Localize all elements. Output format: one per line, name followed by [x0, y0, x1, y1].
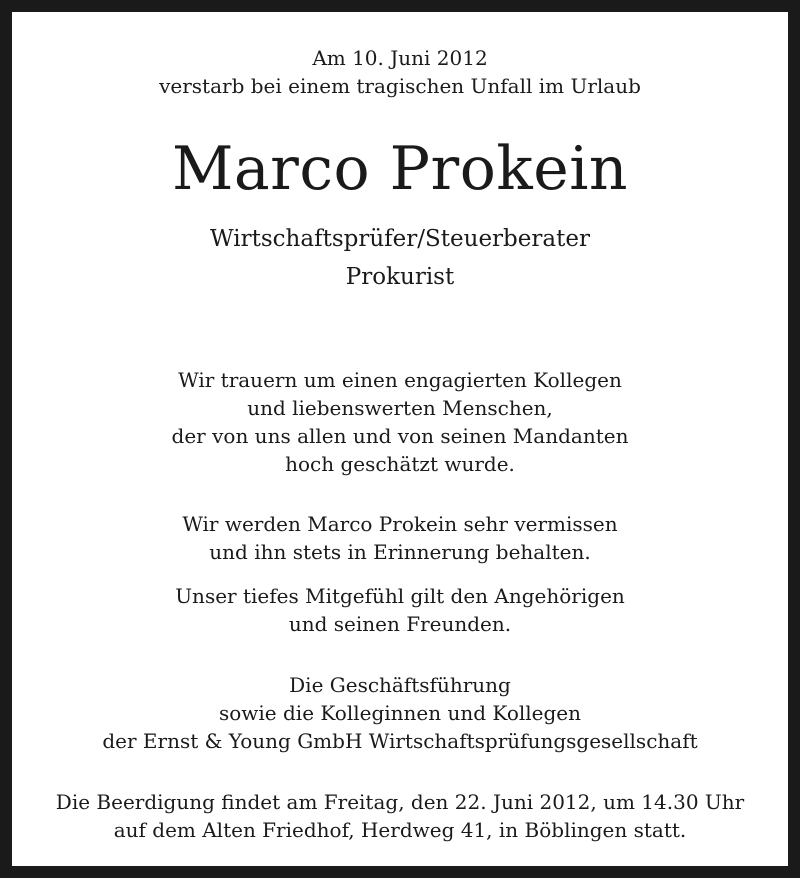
signatory-line: der Ernst & Young GmbH Wirtschaftsprüfungsgesellschaft [102, 729, 698, 753]
tribute-line: und ihn stets in Erinnerung behalten. [209, 540, 591, 564]
tribute-line: der von uns allen und von seinen Mandanten [171, 424, 629, 448]
condolence-line: Unser tiefes Mitgefühl gilt den Angehörigen [175, 584, 625, 608]
deceased-name: Marco Prokein [171, 134, 629, 204]
signatory-line: sowie die Kolleginnen und Kollegen [218, 701, 582, 725]
funeral-info-line: Die Beerdigung findet am Freitag, den 22. Juni 2012, um 14.30 Uhr [55, 790, 745, 814]
tribute-line: hoch geschätzt wurde. [285, 452, 515, 476]
signatory-line: Die Geschäftsführung [289, 673, 511, 697]
deceased-position: Prokurist [345, 264, 455, 290]
tribute-line: Wir trauern um einen engagierten Kollegen [178, 368, 622, 392]
intro-event: verstarb bei einem tragischen Unfall im Urlaub [159, 74, 641, 98]
obituary-notice [12, 12, 788, 866]
tribute-line: Wir werden Marco Prokein sehr vermissen [182, 512, 618, 536]
deceased-title: Wirtschaftsprüfer/Steuerberater [210, 226, 590, 252]
intro-date: Am 10. Juni 2012 [312, 46, 488, 70]
condolence-line: und seinen Freunden. [288, 612, 512, 636]
tribute-line: und liebenswerten Menschen, [247, 396, 553, 420]
funeral-info-line: auf dem Alten Friedhof, Herdweg 41, in Böblingen statt. [113, 818, 687, 842]
